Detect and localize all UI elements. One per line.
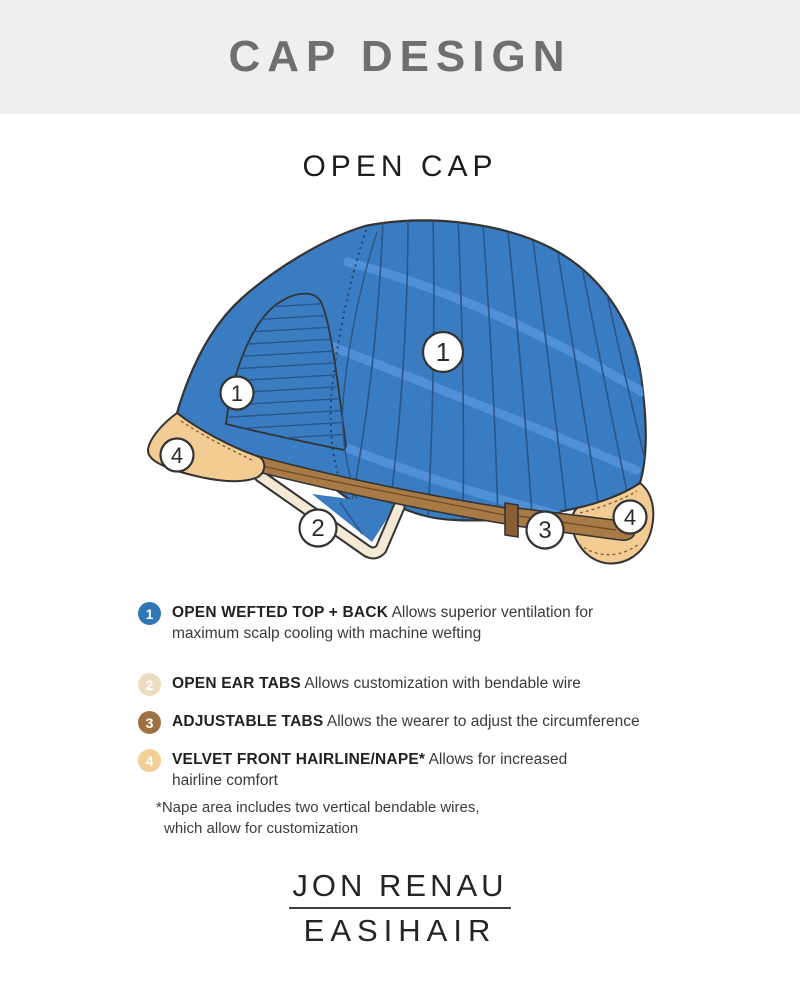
legend-label-4: VELVET FRONT HAIRLINE/NAPE* [172,751,426,768]
legend-desc-3: Allows the wearer to adjust the circumference [326,713,640,730]
brand-easihair: EASIHAIR [303,913,497,948]
legend-desc-4-line2: hairline comfort [172,772,278,789]
svg-text:1: 1 [230,381,244,406]
legend-item-4 [138,749,718,791]
svg-text:1: 1 [435,337,451,367]
svg-text:2: 2 [311,515,325,542]
legend-badge-1: 1 [138,602,161,625]
legend-label-3: ADJUSTABLE TABS [172,713,324,730]
legend-text-3 [172,711,640,732]
legend-label-1: OPEN WEFTED TOP + BACK [172,604,389,621]
legend-desc-2: Allows customization with bendable wire [304,675,581,692]
legend-badge-3: 3 [138,711,161,734]
strap-buckle [505,503,518,537]
page-title: CAP DESIGN [228,32,572,81]
legend-badge-2: 2 [138,673,161,696]
legend-label-2: OPEN EAR TABS [172,675,301,692]
brand-jon-renau: JON RENAU [292,868,508,903]
callout-4-front [161,439,194,472]
footnote-line1: *Nape area includes two vertical bendable wires, [156,799,480,816]
footnote [156,797,480,839]
callout-2 [300,510,337,547]
callout-1-crown [423,332,463,372]
callout-3 [527,512,564,549]
legend [138,602,718,791]
legend-text-2 [172,673,581,694]
legend-desc-1: Allows superior ventilation for [391,604,594,621]
legend-text-1 [172,602,593,644]
legend-desc-1-line2: maximum scalp cooling with machine wefting [172,625,482,642]
legend-desc-4: Allows for increased [428,751,568,768]
svg-text:4: 4 [623,505,637,530]
page-header [0,0,800,114]
diagram-title: OPEN CAP [302,150,498,183]
callout-4-nape [614,501,647,534]
brand-divider [289,907,511,909]
legend-badge-4: 4 [138,749,161,772]
legend-text-4 [172,749,567,791]
footnote-line2: which allow for customization [164,820,359,837]
legend-item-2 [138,673,718,696]
brand-logo [0,868,800,949]
callout-1-front [221,377,254,410]
svg-text:4: 4 [170,443,184,468]
cap-illustration [140,200,700,590]
legend-item-1 [138,602,718,644]
svg-text:3: 3 [538,517,552,544]
legend-item-3 [138,711,718,734]
